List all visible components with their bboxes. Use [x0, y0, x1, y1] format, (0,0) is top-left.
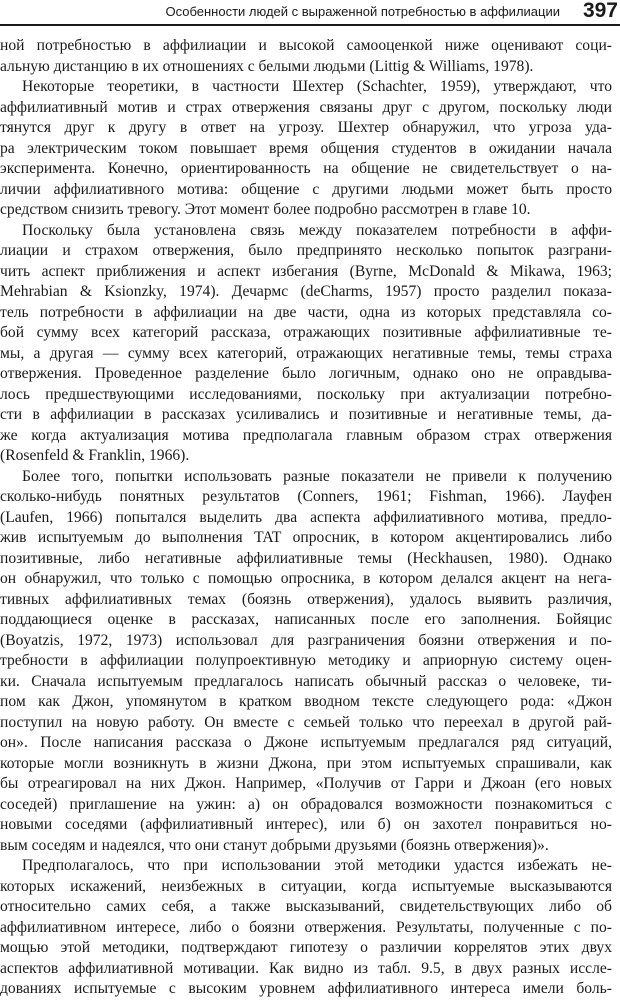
text-line: мощью этой методики, подтверждают гипотезу о различии коррелятов этих двух [0, 939, 612, 956]
text-line: ной потребностью в аффилиации и высокой самооценкой ниже оценивают соци- [0, 37, 612, 54]
text-line: чить аспект приближения и аспект избегания (Byrne, McDonald & Mikawa, 1963; [0, 262, 612, 280]
text-line: (Boyatzis, 1972, 1973) использовал для разграничения боязни отвержения и по- [0, 631, 612, 649]
text-line: аспектов аффилиативной мотивации. Как видно из табл. 9.5, в двух разных иссле- [0, 959, 612, 977]
running-title: Особенности людей с выраженной потребностью в аффилиации [165, 4, 560, 19]
text-line: средством снизить тревогу. Этот момент более подробно рассмотрен в главе 10. [0, 201, 531, 218]
text-line: он». После написания рассказа о Джоне испытуемым предлагался ряд ситуаций, [0, 734, 612, 751]
text-line: тивных аффилиативных темах (боязнь отвержения), удалось выявить различия, [0, 590, 612, 608]
paragraph-5 [0, 856, 612, 1000]
text-line: (Laufen, 1966) попытался выделить два аспекта аффилиативного мотива, предло- [0, 508, 612, 526]
running-header [0, 0, 620, 26]
text-line: Mehrabian & Ksionzky, 1974). Дечармс (deCharms, 1957) просто разделил показа- [0, 283, 612, 300]
text-line: лиации и страхом отвержения, было предпринято несколько попыток разграни- [0, 242, 612, 259]
text-line: Предполагалось, что при использовании этой методики удастся избежать не- [22, 857, 612, 874]
text-line: новыми соседями (аффилиативный интерес), или б) он захотел понравиться но- [0, 816, 612, 833]
paragraph-2 [0, 77, 612, 221]
text-line: поступил на новую работу. Он вместе с семьей только что переехал в другой рай- [0, 713, 612, 731]
text-line: альную дистанцию в их отношениях с белыми людьми (Littig & Williams, 1978). [0, 57, 534, 75]
text-line: отвержения. Проведенное разделение было логичным, однако оно не оправдыва- [0, 365, 612, 382]
text-line: мы, а другая — сумму всех категорий, отражающих негативные темы, темы страха [0, 344, 612, 362]
text-line: пом как Джон, упомянутом в кратком вводном тексте следующего рода: «Джон [0, 693, 612, 710]
text-line: соседей) приглашение на ужин: а) он обрадовался возможности познакомиться с [0, 795, 612, 813]
paragraph-4 [0, 467, 612, 857]
text-line: тянутся друг к другу в ответ на угрозу. Шехтер обнаружил, что угроза уда- [0, 119, 612, 136]
text-line: дованиях испытуемые с высоким уровнем аффилиативного интереса имели боль- [0, 980, 612, 997]
paragraph-3 [0, 221, 612, 467]
text-line: Некоторые теоретики, в частности Шехтер (Schachter, 1959), утверждают, что [22, 78, 612, 95]
text-line: аффилиативный мотив и страх отвержения связаны друг с другом, поскольку люди [0, 98, 612, 116]
text-line: Более того, попытки использовать разные показатели не привели к получению [22, 467, 612, 485]
text-line: жив испытуемым до выполнения TAT опросник, в котором акцентировались либо [0, 529, 612, 546]
text-line: позитивные, либо негативные аффилиативные темы (Heckhausen, 1980). Однако [0, 549, 612, 567]
text-line: Поскольку была установлена связь между показателем потребности в аффи- [22, 221, 612, 239]
text-line: бы отреагировал на них Джон. Например, «Получив от Гарри и Джоан (его новых [0, 775, 612, 792]
text-line: сти в аффилиации в рассказах усиливались и позитивные и негативные темы, да- [0, 406, 612, 423]
text-line: он обнаружил, что только с помощью опросника, в котором делался акцент на нега- [0, 570, 612, 587]
text-line: требности в аффилиации полупроективную методику и априорную систему оцен- [0, 652, 612, 669]
text-line: относительно самих себя, а также высказываний, свидетельствующих либо об [0, 898, 612, 915]
paragraph-1 [0, 36, 612, 77]
text-line: вым соседям и надеялся, что они станут добрыми друзьями (боязнь отвержения)». [0, 836, 549, 854]
text-line: (Rosenfeld & Franklin, 1966). [0, 447, 190, 464]
text-line: лось предшествующими исследованиями, поскольку при актуализации потребно- [0, 385, 612, 403]
text-line: эксперимента. Конечно, ориентированность на общение не свидетельствует о на- [0, 160, 612, 177]
text-line: же когда актуализация мотива предполагала главным образом страх отвержения [0, 426, 612, 444]
page-number: 397 [582, 0, 618, 22]
text-line: сколько-нибудь понятных результатов (Conners, 1961; Fishman, 1966). Лауфен [0, 488, 612, 505]
text-line: которые могли возникнуть в жизни Джона, при этом испытуемых спрашивали, как [0, 754, 612, 772]
text-line: бой сумму всех категорий рассказа, отражающих позитивные аффилиативные те- [0, 324, 612, 341]
text-line: ки. Сначала испытуемым предлагалось написать обычный рассказ о человеке, ти- [0, 672, 612, 690]
text-line: которых искажений, неизбежных в ситуации, когда испытуемые высказываются [0, 877, 612, 895]
text-line: личии аффилиативного мотива: общение с другими людьми может быть просто [0, 180, 612, 198]
text-line: аффилиативном интересе, либо о боязни отвержения. Результаты, полученные с по- [0, 918, 612, 936]
body-text [0, 36, 612, 1000]
text-line: ра электрическим током повышает время общения студентов в ожидании начала [0, 139, 612, 157]
text-line: поддающиеся оценке в рассказах, написанных после его заполнения. Бойяцис [0, 611, 612, 628]
text-line: тель потребности в аффилиации на две части, одна из которых представляла со- [0, 303, 612, 321]
